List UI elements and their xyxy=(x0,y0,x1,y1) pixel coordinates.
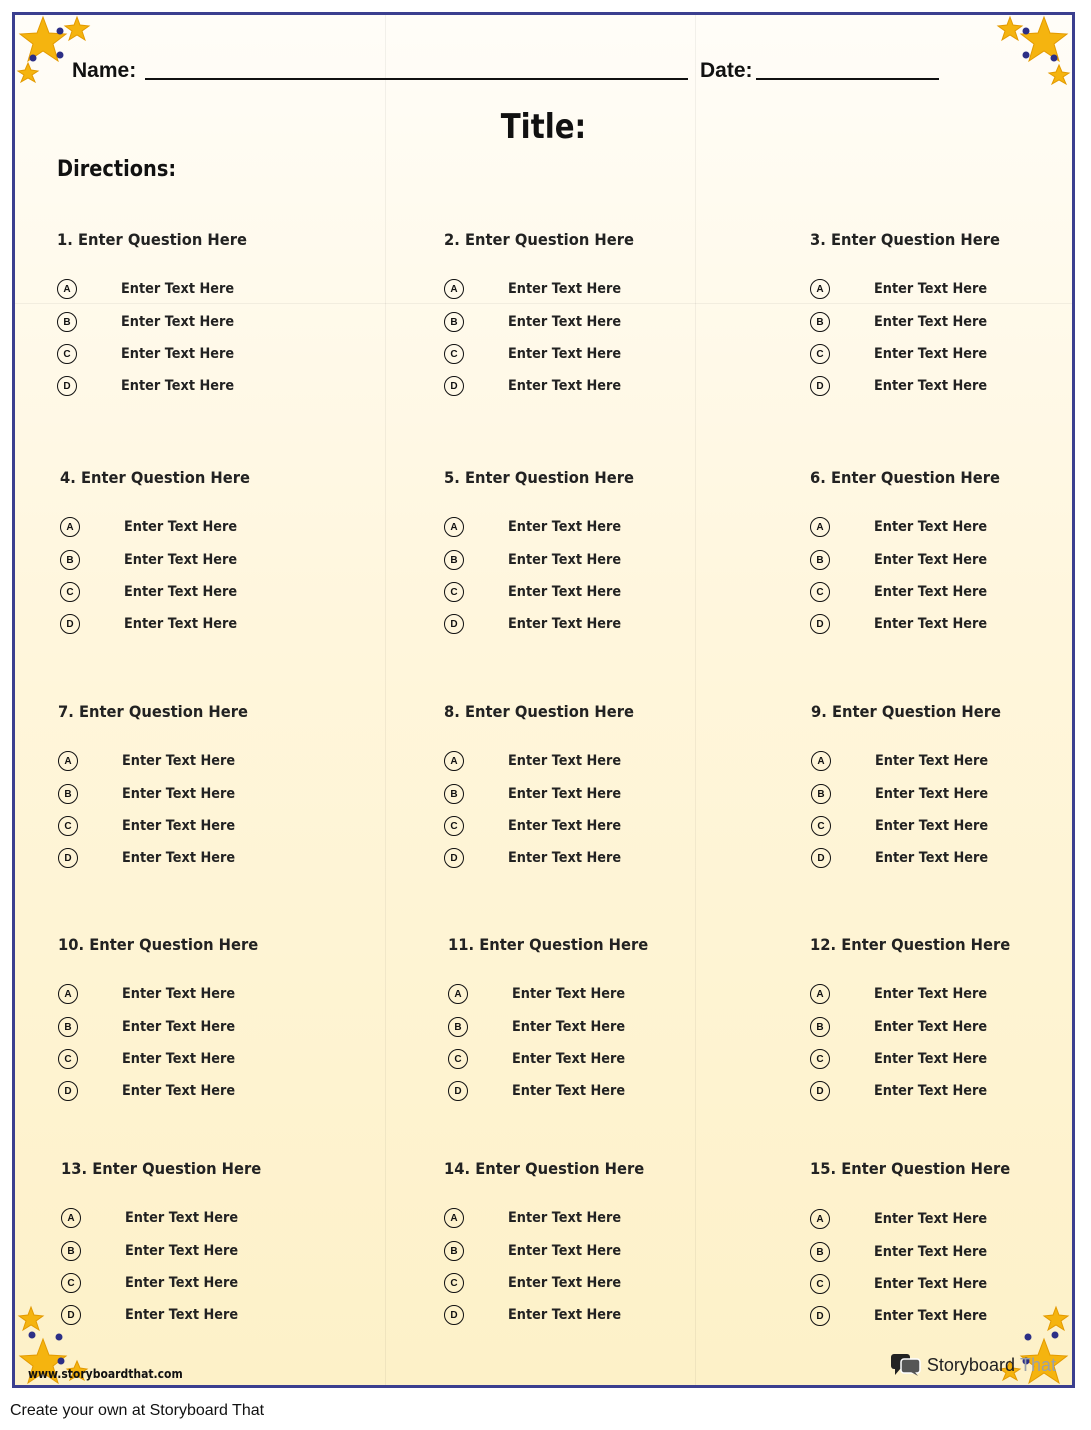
answer-bubble[interactable]: B xyxy=(444,1241,464,1261)
answer-option[interactable] xyxy=(444,750,622,772)
answer-option[interactable] xyxy=(444,343,622,365)
answer-text[interactable]: Enter Text Here xyxy=(874,1083,988,1099)
answer-text[interactable]: Enter Text Here xyxy=(508,818,622,834)
answer-text[interactable]: Enter Text Here xyxy=(875,850,989,866)
question-text[interactable]: 13. Enter Question Here xyxy=(61,1159,262,1178)
answer-option[interactable] xyxy=(57,343,235,365)
answer-bubble[interactable]: D xyxy=(811,848,831,868)
answer-text[interactable]: Enter Text Here xyxy=(508,786,622,802)
answer-option[interactable] xyxy=(810,343,988,365)
answer-text[interactable]: Enter Text Here xyxy=(124,519,238,535)
answer-bubble[interactable]: B xyxy=(444,784,464,804)
answer-bubble[interactable]: A xyxy=(810,1209,830,1229)
answer-bubble[interactable]: D xyxy=(61,1305,81,1325)
answer-bubble[interactable]: B xyxy=(444,312,464,332)
answer-bubble[interactable]: A xyxy=(444,1208,464,1228)
question-text[interactable]: 6. Enter Question Here xyxy=(810,468,1000,487)
website-url: www.storyboardthat.com xyxy=(28,1367,183,1381)
name-label: Name: xyxy=(72,59,137,82)
answer-bubble[interactable]: B xyxy=(444,550,464,570)
answer-option[interactable] xyxy=(61,1240,239,1262)
answer-bubble[interactable]: A xyxy=(810,279,830,299)
answer-option[interactable] xyxy=(444,1304,622,1326)
storyboardthat-logo xyxy=(890,1353,1056,1377)
question-text[interactable]: 2. Enter Question Here xyxy=(444,230,634,249)
answer-option[interactable] xyxy=(61,1207,239,1229)
answer-bubble[interactable]: A xyxy=(810,517,830,537)
divider xyxy=(15,303,1072,304)
answer-option[interactable] xyxy=(810,1208,988,1230)
answer-text[interactable]: Enter Text Here xyxy=(874,1276,988,1292)
question-block xyxy=(810,935,1075,1099)
answer-bubble[interactable]: D xyxy=(810,376,830,396)
answer-bubble[interactable]: D xyxy=(444,848,464,868)
answer-option[interactable] xyxy=(810,278,988,300)
answer-option[interactable] xyxy=(60,549,238,571)
answer-option[interactable] xyxy=(811,847,989,869)
answer-bubble[interactable]: A xyxy=(58,984,78,1004)
answer-text[interactable]: Enter Text Here xyxy=(508,584,622,600)
question-text[interactable]: 5. Enter Question Here xyxy=(444,468,634,487)
answer-bubble[interactable]: C xyxy=(448,1049,468,1069)
question-block xyxy=(61,1159,391,1323)
answer-bubble[interactable]: C xyxy=(444,1273,464,1293)
answer-option[interactable] xyxy=(58,847,236,869)
answer-option[interactable] xyxy=(60,613,238,635)
question-text[interactable]: 4. Enter Question Here xyxy=(60,468,250,487)
answer-bubble[interactable]: C xyxy=(811,816,831,836)
page-title[interactable]: Title: xyxy=(500,107,587,147)
answer-bubble[interactable]: A xyxy=(811,751,831,771)
question-block xyxy=(444,702,774,866)
answer-text[interactable]: Enter Text Here xyxy=(874,346,988,362)
answer-text[interactable]: Enter Text Here xyxy=(122,753,236,769)
answer-bubble[interactable]: C xyxy=(810,1274,830,1294)
answer-text[interactable]: Enter Text Here xyxy=(508,753,622,769)
question-text[interactable]: 10. Enter Question Here xyxy=(58,935,259,954)
question-text[interactable]: 12. Enter Question Here xyxy=(810,935,1011,954)
answer-bubble[interactable]: C xyxy=(57,344,77,364)
answer-bubble[interactable]: B xyxy=(61,1241,81,1261)
answer-option[interactable] xyxy=(444,1272,622,1294)
answer-text[interactable]: Enter Text Here xyxy=(125,1275,239,1291)
name-field[interactable] xyxy=(145,78,688,80)
answer-option[interactable] xyxy=(810,1305,988,1327)
speech-bubble-logo-icon xyxy=(890,1353,922,1377)
question-text[interactable]: 14. Enter Question Here xyxy=(444,1159,645,1178)
answer-bubble[interactable]: B xyxy=(810,312,830,332)
answer-option[interactable] xyxy=(57,375,235,397)
answer-bubble[interactable]: D xyxy=(444,614,464,634)
answer-option[interactable] xyxy=(57,278,235,300)
answer-option[interactable] xyxy=(811,783,989,805)
answer-text[interactable]: Enter Text Here xyxy=(874,616,988,632)
answer-text[interactable]: Enter Text Here xyxy=(874,986,988,1002)
footer-text: Create your own at Storyboard That xyxy=(10,1402,265,1419)
answer-option[interactable] xyxy=(58,1016,236,1038)
answer-text[interactable]: Enter Text Here xyxy=(121,346,235,362)
question-text[interactable]: 1. Enter Question Here xyxy=(57,230,247,249)
answer-bubble[interactable]: D xyxy=(810,1306,830,1326)
answer-text[interactable]: Enter Text Here xyxy=(508,616,622,632)
answer-option[interactable] xyxy=(58,983,236,1005)
answer-bubble[interactable]: D xyxy=(60,614,80,634)
answer-text[interactable]: Enter Text Here xyxy=(122,850,236,866)
answer-option[interactable] xyxy=(57,311,235,333)
answer-bubble[interactable]: A xyxy=(448,984,468,1004)
answer-bubble[interactable]: A xyxy=(61,1208,81,1228)
worksheet-page xyxy=(12,12,1075,1388)
answer-option[interactable] xyxy=(810,375,988,397)
answer-text[interactable]: Enter Text Here xyxy=(508,281,622,297)
answer-text[interactable]: Enter Text Here xyxy=(121,378,235,394)
answer-text[interactable]: Enter Text Here xyxy=(508,1307,622,1323)
answer-option[interactable] xyxy=(448,1080,626,1102)
answer-text[interactable]: Enter Text Here xyxy=(874,584,988,600)
answer-option[interactable] xyxy=(444,847,622,869)
answer-bubble[interactable]: B xyxy=(58,784,78,804)
answer-text[interactable]: Enter Text Here xyxy=(124,616,238,632)
answer-bubble[interactable]: C xyxy=(61,1273,81,1293)
answer-bubble[interactable]: A xyxy=(60,517,80,537)
question-block xyxy=(810,230,1075,394)
question-block xyxy=(444,1159,774,1323)
answer-text[interactable]: Enter Text Here xyxy=(874,378,988,394)
answer-text[interactable]: Enter Text Here xyxy=(874,1244,988,1260)
answer-bubble[interactable]: C xyxy=(444,816,464,836)
answer-text[interactable]: Enter Text Here xyxy=(508,850,622,866)
answer-bubble[interactable]: A xyxy=(444,517,464,537)
answer-option[interactable] xyxy=(58,750,236,772)
answer-bubble[interactable]: A xyxy=(444,751,464,771)
answer-text[interactable]: Enter Text Here xyxy=(124,552,238,568)
answer-bubble[interactable]: B xyxy=(810,1017,830,1037)
answer-text[interactable]: Enter Text Here xyxy=(122,786,236,802)
answer-option[interactable] xyxy=(444,581,622,603)
answer-text[interactable]: Enter Text Here xyxy=(508,314,622,330)
answer-bubble[interactable]: B xyxy=(810,1242,830,1262)
answer-text[interactable]: Enter Text Here xyxy=(508,1243,622,1259)
answer-text[interactable]: Enter Text Here xyxy=(874,552,988,568)
answer-text[interactable]: Enter Text Here xyxy=(874,519,988,535)
answer-text[interactable]: Enter Text Here xyxy=(874,1308,988,1324)
question-block xyxy=(58,702,388,866)
answer-text[interactable]: Enter Text Here xyxy=(508,519,622,535)
answer-text[interactable]: Enter Text Here xyxy=(874,1019,988,1035)
answer-bubble[interactable]: C xyxy=(58,816,78,836)
answer-text[interactable]: Enter Text Here xyxy=(508,1275,622,1291)
answer-option[interactable] xyxy=(444,311,622,333)
answer-text[interactable]: Enter Text Here xyxy=(875,753,989,769)
answer-option[interactable] xyxy=(448,1016,626,1038)
answer-bubble[interactable]: C xyxy=(810,582,830,602)
answer-text[interactable]: Enter Text Here xyxy=(512,1083,626,1099)
answer-option[interactable] xyxy=(60,581,238,603)
answer-option[interactable] xyxy=(810,613,988,635)
answer-text[interactable]: Enter Text Here xyxy=(512,1051,626,1067)
answer-text[interactable]: Enter Text Here xyxy=(122,1051,236,1067)
answer-bubble[interactable]: D xyxy=(810,1081,830,1101)
answer-option[interactable] xyxy=(60,516,238,538)
answer-option[interactable] xyxy=(444,375,622,397)
question-text[interactable]: 11. Enter Question Here xyxy=(448,935,649,954)
answer-text[interactable]: Enter Text Here xyxy=(124,584,238,600)
answer-option[interactable] xyxy=(810,1241,988,1263)
answer-option[interactable] xyxy=(444,1240,622,1262)
answer-option[interactable] xyxy=(444,613,622,635)
answer-option[interactable] xyxy=(58,783,236,805)
date-field[interactable] xyxy=(756,78,939,80)
answer-bubble[interactable]: B xyxy=(60,550,80,570)
question-block xyxy=(810,1159,1075,1324)
answer-option[interactable] xyxy=(810,1273,988,1295)
answer-option[interactable] xyxy=(444,278,622,300)
star-cluster-icon xyxy=(992,15,1072,95)
answer-option[interactable] xyxy=(61,1272,239,1294)
answer-option[interactable] xyxy=(810,581,988,603)
answer-text[interactable]: Enter Text Here xyxy=(874,1051,988,1067)
answer-bubble[interactable]: C xyxy=(60,582,80,602)
answer-option[interactable] xyxy=(811,815,989,837)
answer-text[interactable]: Enter Text Here xyxy=(508,1210,622,1226)
answer-option[interactable] xyxy=(811,750,989,772)
brand-word-that: That xyxy=(1019,1354,1056,1375)
answer-bubble[interactable]: B xyxy=(810,550,830,570)
answer-option[interactable] xyxy=(810,1016,988,1038)
answer-text[interactable]: Enter Text Here xyxy=(121,281,235,297)
answer-bubble[interactable]: D xyxy=(58,1081,78,1101)
answer-bubble[interactable]: B xyxy=(58,1017,78,1037)
answer-option[interactable] xyxy=(444,815,622,837)
question-block xyxy=(444,468,774,632)
answer-bubble[interactable]: C xyxy=(810,344,830,364)
answer-bubble[interactable]: A xyxy=(810,984,830,1004)
answer-bubble[interactable]: C xyxy=(444,344,464,364)
answer-bubble[interactable]: A xyxy=(58,751,78,771)
question-text[interactable]: 9. Enter Question Here xyxy=(811,702,1001,721)
answer-bubble[interactable]: C xyxy=(444,582,464,602)
answer-text[interactable]: Enter Text Here xyxy=(874,281,988,297)
directions-label[interactable]: Directions: xyxy=(57,157,177,182)
question-block xyxy=(444,230,774,394)
answer-text[interactable]: Enter Text Here xyxy=(875,786,989,802)
answer-option[interactable] xyxy=(810,983,988,1005)
answer-option[interactable] xyxy=(810,1048,988,1070)
answer-bubble[interactable]: B xyxy=(57,312,77,332)
question-text[interactable]: 15. Enter Question Here xyxy=(810,1159,1011,1178)
answer-text[interactable]: Enter Text Here xyxy=(122,818,236,834)
brand-word-storyboard: Storyboard xyxy=(926,1354,1015,1375)
answer-bubble[interactable]: D xyxy=(58,848,78,868)
answer-text[interactable]: Enter Text Here xyxy=(512,1019,626,1035)
question-block xyxy=(448,935,778,1099)
answer-bubble[interactable]: D xyxy=(444,1305,464,1325)
answer-bubble[interactable]: D xyxy=(57,376,77,396)
answer-text[interactable]: Enter Text Here xyxy=(122,986,236,1002)
answer-text[interactable]: Enter Text Here xyxy=(875,818,989,834)
question-block xyxy=(60,468,390,632)
question-text[interactable]: 3. Enter Question Here xyxy=(810,230,1000,249)
date-label: Date: xyxy=(700,59,753,82)
answer-bubble[interactable]: B xyxy=(448,1017,468,1037)
answer-bubble[interactable]: C xyxy=(58,1049,78,1069)
answer-option[interactable] xyxy=(810,1080,988,1102)
answer-text[interactable]: Enter Text Here xyxy=(122,1083,236,1099)
question-block xyxy=(58,935,388,1099)
divider xyxy=(695,15,696,1385)
answer-bubble[interactable]: B xyxy=(811,784,831,804)
answer-bubble[interactable]: D xyxy=(444,376,464,396)
question-block xyxy=(57,230,387,394)
answer-option[interactable] xyxy=(58,815,236,837)
answer-option[interactable] xyxy=(444,1207,622,1229)
answer-text[interactable]: Enter Text Here xyxy=(121,314,235,330)
answer-bubble[interactable]: A xyxy=(444,279,464,299)
answer-bubble[interactable]: D xyxy=(448,1081,468,1101)
answer-text[interactable]: Enter Text Here xyxy=(874,1211,988,1227)
question-text[interactable]: 8. Enter Question Here xyxy=(444,702,634,721)
answer-option[interactable] xyxy=(58,1048,236,1070)
answer-option[interactable] xyxy=(810,311,988,333)
answer-bubble[interactable]: A xyxy=(57,279,77,299)
answer-bubble[interactable]: C xyxy=(810,1049,830,1069)
divider xyxy=(385,15,386,1385)
answer-option[interactable] xyxy=(448,983,626,1005)
question-block xyxy=(811,702,1075,866)
answer-text[interactable]: Enter Text Here xyxy=(508,378,622,394)
question-text[interactable]: 7. Enter Question Here xyxy=(58,702,248,721)
answer-option[interactable] xyxy=(444,516,622,538)
answer-option[interactable] xyxy=(444,549,622,571)
question-block xyxy=(810,468,1075,632)
answer-text[interactable]: Enter Text Here xyxy=(125,1243,239,1259)
answer-option[interactable] xyxy=(810,516,988,538)
answer-text[interactable]: Enter Text Here xyxy=(508,552,622,568)
answer-option[interactable] xyxy=(810,549,988,571)
star-cluster-icon xyxy=(15,15,95,95)
answer-text[interactable]: Enter Text Here xyxy=(874,314,988,330)
answer-text[interactable]: Enter Text Here xyxy=(512,986,626,1002)
answer-text[interactable]: Enter Text Here xyxy=(125,1307,239,1323)
answer-option[interactable] xyxy=(448,1048,626,1070)
answer-text[interactable]: Enter Text Here xyxy=(122,1019,236,1035)
answer-option[interactable] xyxy=(58,1080,236,1102)
answer-option[interactable] xyxy=(444,783,622,805)
answer-text[interactable]: Enter Text Here xyxy=(508,346,622,362)
answer-bubble[interactable]: D xyxy=(810,614,830,634)
answer-text[interactable]: Enter Text Here xyxy=(125,1210,239,1226)
